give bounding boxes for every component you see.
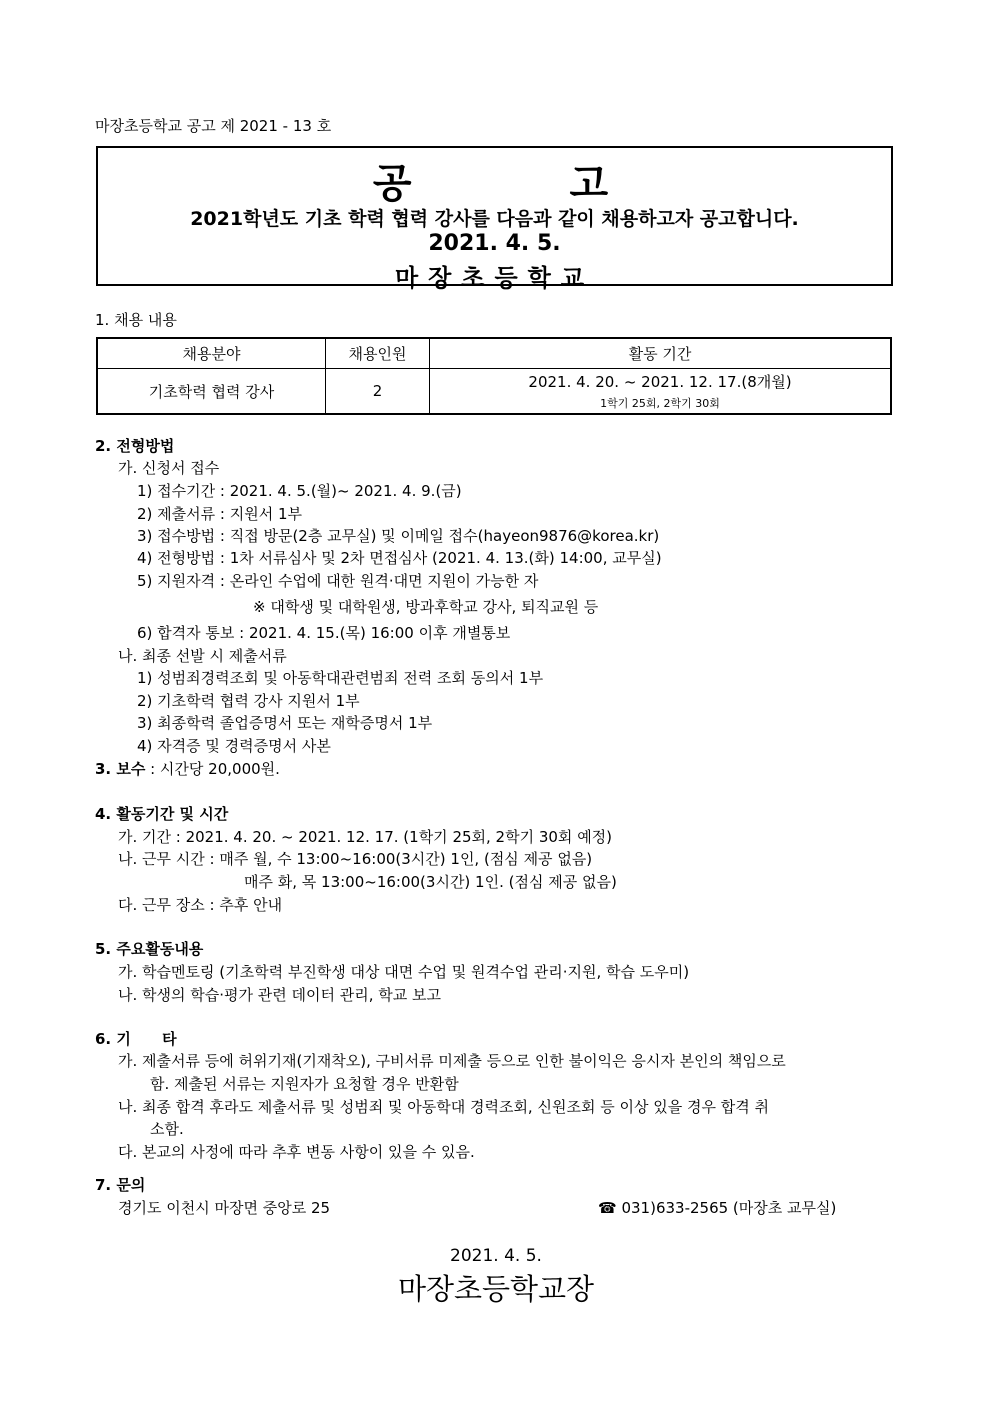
table-cell-count: 2 <box>326 369 430 415</box>
table-header-cell: 채용인원 <box>326 338 430 369</box>
footer-date: 2021. 4. 5. <box>450 1246 542 1266</box>
school-name: 마장초등학교 <box>394 264 595 292</box>
list-item: 1) 성범죄경력조회 및 아동학대관련범죄 전력 조회 동의서 1부 <box>137 669 544 687</box>
list-item: 다. 근무 장소 : 추후 안내 <box>118 896 283 914</box>
list-item-continued: 소함. <box>150 1120 184 1138</box>
contact-phone <box>598 1199 836 1217</box>
list-item: 4) 전형방법 : 1차 서류심사 및 2차 면접심사 (2021. 4. 13.(화) 14:00, 교무실) <box>137 549 662 567</box>
table-header-cell: 채용분야 <box>97 338 326 369</box>
phone-number: 031)633-2565 (마장초 교무실) <box>621 1199 837 1217</box>
sec2-a-heading: 가. 신청서 접수 <box>118 459 220 477</box>
list-item: 나. 학생의 학습·평가 관련 데이터 관리, 학교 보고 <box>118 986 441 1004</box>
table-header-cell: 활동 기간 <box>430 338 892 369</box>
list-item: 매주 화, 목 13:00~16:00(3시간) 1인. (점심 제공 없음) <box>244 873 617 891</box>
list-item: 가. 학습멘토링 (기초학력 부진학생 대상 대면 수업 및 원격수업 관리·지원, 학습 도우미) <box>118 963 690 981</box>
list-item: 3) 최종학력 졸업증명서 또는 재학증명서 1부 <box>137 714 433 732</box>
list-item: 5) 지원자격 : 온라인 수업에 대한 원격·대면 지원이 가능한 자 <box>137 572 539 590</box>
list-item: 2) 기초학력 협력 강사 지원서 1부 <box>137 692 360 710</box>
list-item: 6) 합격자 통보 : 2021. 4. 15.(목) 16:00 이후 개별통보 <box>137 624 511 642</box>
phone-icon: ☎ <box>598 1199 617 1217</box>
section-3-label: 3. 보수 <box>95 760 146 778</box>
table-cell-period <box>430 369 892 415</box>
list-item-continued: 함. 제출된 서류는 지원자가 요청할 경우 반환함 <box>150 1075 459 1093</box>
list-item: 1) 접수기간 : 2021. 4. 5.(월)~ 2021. 4. 9.(금) <box>137 482 462 500</box>
period-text: 2021. 4. 20. ~ 2021. 12. 17.(8개월) <box>528 373 792 391</box>
contact-address: 경기도 이천시 마장면 중앙로 25 <box>118 1199 331 1217</box>
list-item: 3) 접수방법 : 직접 방문(2층 교무실) 및 이메일 접수(hayeon9876@korea.kr) <box>137 527 660 545</box>
heading-left: 공 <box>372 161 420 207</box>
notice-heading <box>98 152 891 209</box>
section-5-heading: 5. 주요활동내용 <box>95 940 204 958</box>
list-item: 나. 근무 시간 : 매주 월, 수 13:00~16:00(3시간) 1인, (점심 제공 없음) <box>118 850 593 868</box>
recruitment-table <box>96 337 892 415</box>
eligibility-note: ※ 대학생 및 대학원생, 방과후학교 강사, 퇴직교원 등 <box>253 598 599 616</box>
section-4-heading: 4. 활동기간 및 시간 <box>95 805 229 823</box>
table-row <box>97 369 891 415</box>
title-box <box>96 146 893 292</box>
section-2-heading: 2. 전형방법 <box>95 437 175 455</box>
section-3-text: : 시간당 20,000원. <box>145 760 280 778</box>
section-7-heading: 7. 문의 <box>95 1176 146 1194</box>
notice-number: 마장초등학교 공고 제 2021 - 13 호 <box>95 117 332 135</box>
list-item: 4) 자격증 및 경력증명서 사본 <box>137 737 331 755</box>
list-item: 2) 제출서류 : 지원서 1부 <box>137 505 302 523</box>
notice-subtitle: 2021학년도 기초 학력 협력 강사를 다음과 같이 채용하고자 공고합니다. <box>190 208 799 230</box>
period-note: 1학기 25회, 2학기 30회 <box>600 397 720 410</box>
table-cell-field: 기초학력 협력 강사 <box>97 369 326 415</box>
sec2-b-heading: 나. 최종 선발 시 제출서류 <box>118 647 287 665</box>
notice-date: 2021. 4. 5. <box>428 231 561 256</box>
section-3 <box>95 760 280 778</box>
heading-right: 고 <box>569 161 617 207</box>
list-item: 나. 최종 합격 후라도 제출서류 및 성범죄 및 아동학대 경력조회, 신원조회 등 이상 있을 경우 합격 취 <box>118 1098 769 1116</box>
section-6-heading: 6. 기 타 <box>95 1030 177 1048</box>
footer-signature: 마장초등학교장 <box>397 1272 595 1306</box>
section-1-heading: 1. 채용 내용 <box>95 311 177 329</box>
list-item: 다. 본교의 사정에 따라 추후 변동 사항이 있을 수 있음. <box>118 1143 475 1161</box>
list-item: 가. 제출서류 등에 허위기재(기재착오), 구비서류 미제출 등으로 인한 불이익은 응시자 본인의 책임으로 <box>118 1052 786 1070</box>
table-header-row <box>97 338 891 369</box>
list-item: 가. 기간 : 2021. 4. 20. ~ 2021. 12. 17. (1학기 25회, 2학기 30회 예정) <box>118 828 613 846</box>
